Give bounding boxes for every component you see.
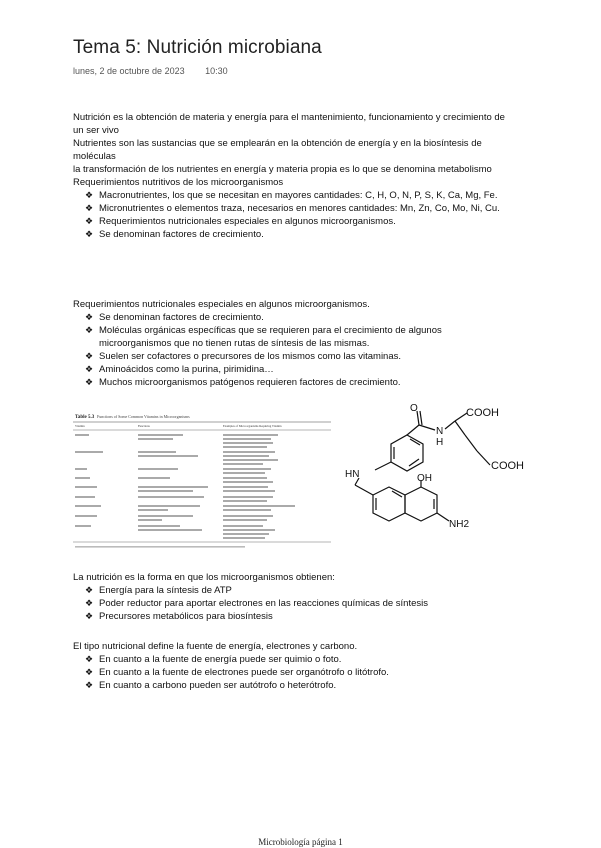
diamond-bullet-icon: ❖ [85,364,94,374]
diamond-bullet-icon: ❖ [85,654,94,664]
list-item: ❖ Aminoácidos como la purina, pirimidina… [85,364,274,375]
vitamin-table-image [73,412,333,557]
list-item: ❖ Energía para la síntesis de ATP [85,585,232,596]
page-meta [73,66,246,76]
list-item: ❖ Macronutrientes, los que se necesitan en mayores cantidades: C, H, O, N, P, S, K, Ca, Mg, Fe. [85,190,498,201]
table-header-functions: Functions [138,424,150,428]
section-growth-factors [73,298,513,389]
diamond-bullet-icon: ❖ [85,229,94,239]
growth-factor-list [73,311,513,389]
label-amide-n: N [436,426,444,437]
diamond-bullet-icon: ❖ [85,667,94,677]
nutritional-type-list [73,653,513,692]
intro-paragraph: Nutrientes son las sustancias que se emplearán en la obtención de energía y en la biosíntesis de moléculas [73,138,482,162]
diamond-bullet-icon: ❖ [85,216,94,226]
list-item: ❖ Se denominan factores de crecimiento. [85,312,264,323]
label-cooh-right: COOH [491,460,524,472]
obtains-list [73,584,513,623]
intro-paragraph: la transformación de los nutrientes en energía y materia propia es lo que se denomina metabolismo [73,164,492,175]
diamond-bullet-icon: ❖ [85,312,94,322]
table-header-examples: Examples of Microorganisms Requiring Vitamin [223,424,282,428]
diamond-bullet-icon: ❖ [85,190,94,200]
list-item: ❖ En cuanto a carbono pueden ser autótrofo o heterótrofo. [85,680,337,691]
list-item: ❖ Poder reductor para aportar electrones en las reacciones químicas de síntesis [85,598,428,609]
label-nh2: NH2 [449,519,470,530]
list-item: ❖ Suelen ser cofactores o precursores de los mismos como las vitaminas. [85,351,402,362]
list-item: ❖ Se denominan factores de crecimiento. [85,229,264,240]
page-title: Tema 5: Nutrición microbiana [73,37,322,58]
diamond-bullet-icon: ❖ [85,377,94,387]
intro-paragraph: Requerimientos nutritivos de los microorganismos [73,177,284,188]
list-item: ❖ Micronutrientes o elementos traza, necesarios en menores cantidades: Mn, Zn, Co, Mo, Ni, Cu. [85,203,500,214]
label-cooh-top: COOH [466,407,499,419]
list-item: ❖ Requerimientos nutricionales especiales en algunos microorganismos. [85,216,396,227]
diamond-bullet-icon: ❖ [85,680,94,690]
folic-acid-structure [345,403,527,553]
page-date: lunes, 2 de octubre de 2023 [73,66,185,76]
label-oh: OH [417,473,432,484]
label-hn: HN [345,469,360,480]
diamond-bullet-icon: ❖ [85,611,94,621]
table-title: Functions of Some Common Vitamins in Microorganisms [97,414,190,419]
diamond-bullet-icon: ❖ [85,325,94,335]
label-o: O [410,403,418,414]
diamond-bullet-icon: ❖ [85,351,94,361]
diamond-bullet-icon: ❖ [85,598,94,608]
intro-block [73,111,513,241]
diamond-bullet-icon: ❖ [85,585,94,595]
list-item: ❖ En cuanto a la fuente de energía puede ser quimio o foto. [85,654,342,665]
nutrient-list [73,189,513,241]
diamond-bullet-icon: ❖ [85,203,94,213]
table-header-vitamin: Vitamin [75,424,85,428]
label-amide-h: H [436,437,444,448]
list-item: ❖ Muchos microorganismos patógenos requieren factores de crecimiento. [85,377,401,388]
section-heading: Requerimientos nutricionales especiales en algunos microorganismos. [73,299,370,310]
section-heading: El tipo nutricional define la fuente de energía, electrones y carbono. [73,641,358,652]
intro-paragraph: Nutrición es la obtención de materia y energía para el mantenimiento, funcionamiento y crecimiento de un ser vivo [73,112,505,136]
table-caption: Table 5.3 [75,415,95,420]
section-heading: La nutrición es la forma en que los microorganismos obtienen: [73,572,335,583]
section-nutrition-obtains [73,571,513,623]
list-item: ❖ En cuanto a la fuente de electrones puede ser organótrofo o litótrofo. [85,667,389,678]
list-item: ❖ Precursores metabólicos para biosíntesis [85,611,273,622]
page-time: 10:30 [205,66,228,76]
page-footer: Microbiología página 1 [258,837,343,847]
list-item: ❖ Moléculas orgánicas específicas que se requieren para el crecimiento de algunos microorganismos que no tienen rutas de síntesis de las mismas. [85,325,442,349]
section-nutritional-type [73,640,513,692]
